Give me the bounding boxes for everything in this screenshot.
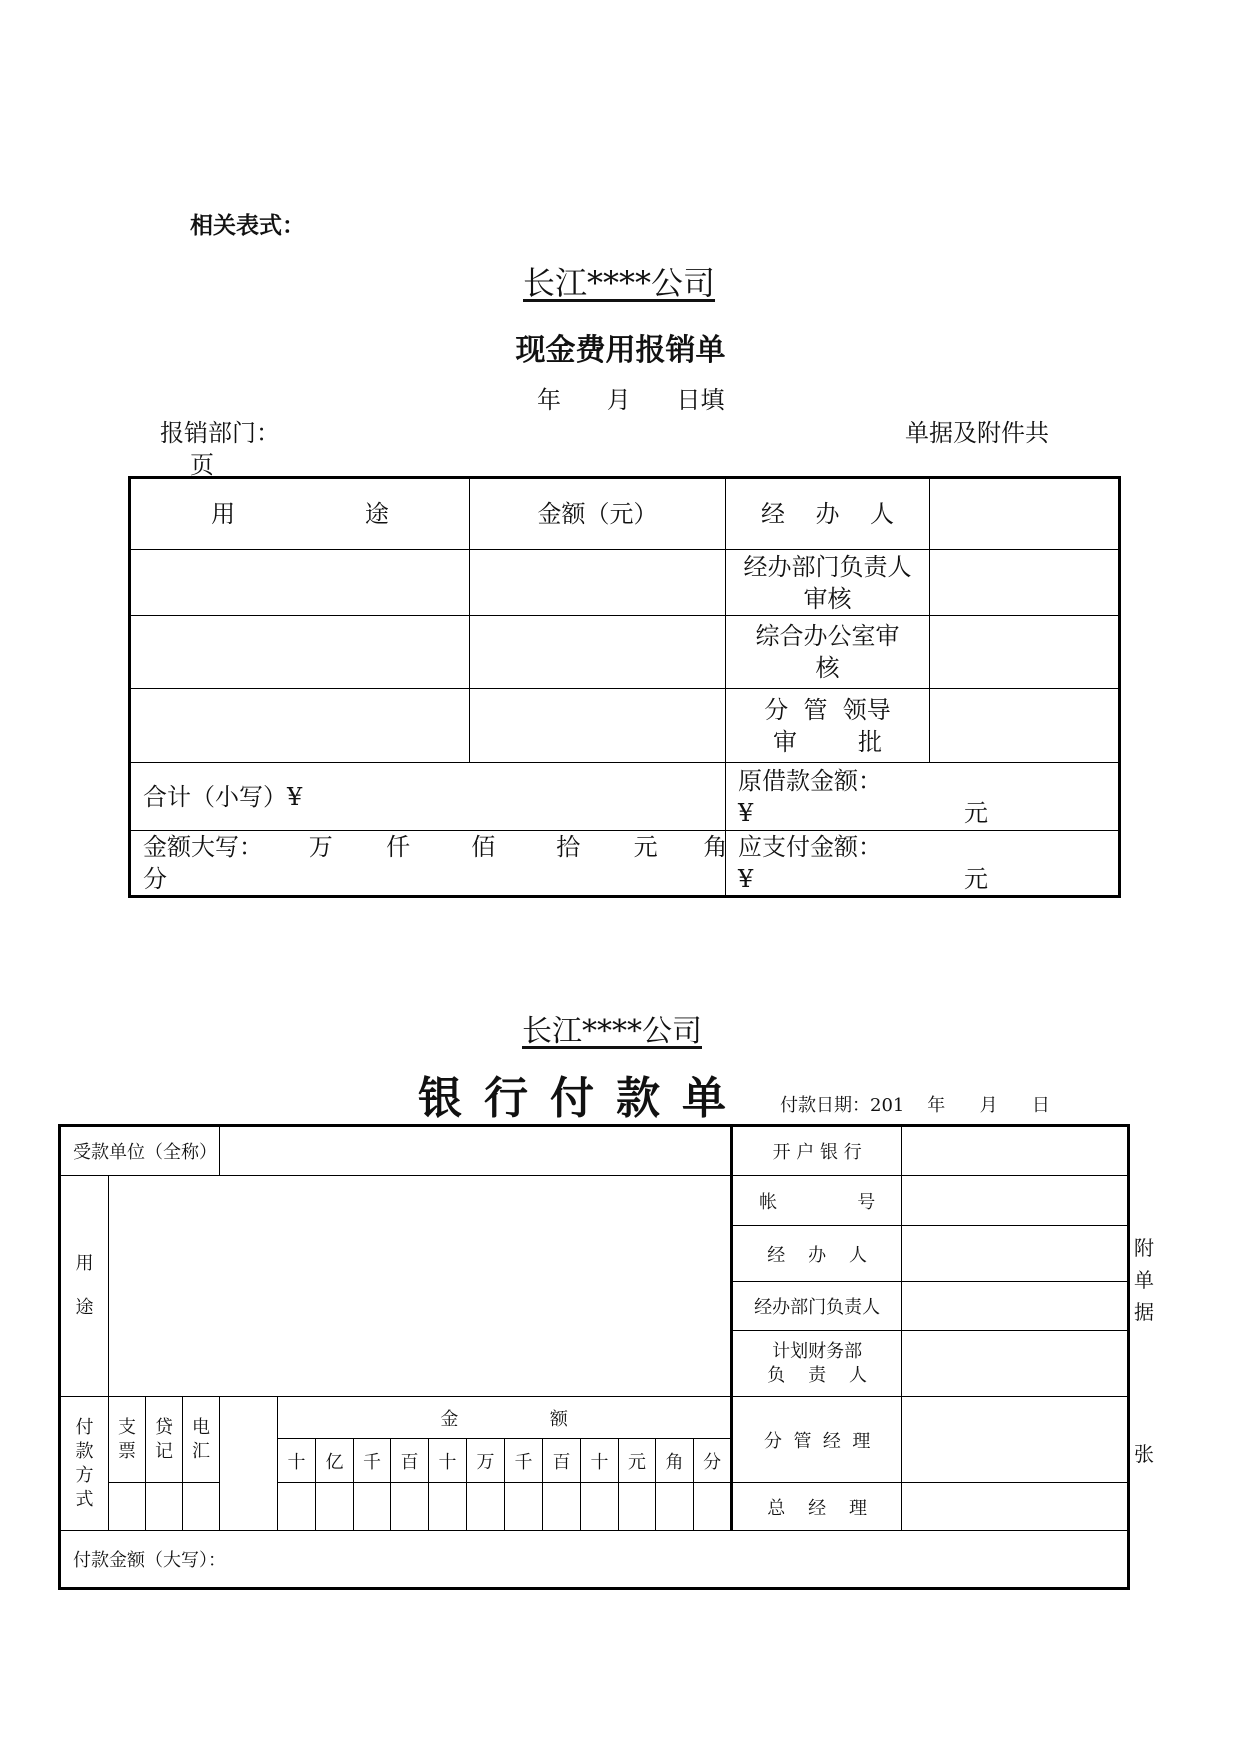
related-forms-label: 相关表式： bbox=[190, 212, 305, 239]
credit-char-1: 贷 bbox=[155, 1416, 173, 1438]
account-value[interactable] bbox=[902, 1176, 1129, 1226]
header-use: 用 途 bbox=[130, 478, 470, 550]
cheque-check[interactable] bbox=[109, 1483, 146, 1531]
digit-cell[interactable] bbox=[316, 1483, 354, 1531]
digit-cell[interactable] bbox=[694, 1483, 732, 1531]
use-row-2[interactable] bbox=[130, 616, 470, 689]
use-label bbox=[60, 1176, 109, 1397]
digit-cell[interactable] bbox=[581, 1483, 619, 1531]
dept-head-value-2[interactable] bbox=[902, 1282, 1129, 1331]
side-char-2: 单 bbox=[1134, 1268, 1154, 1292]
bank-payment-title: 银行付款单 bbox=[418, 1073, 748, 1124]
pages-label: 页 bbox=[190, 451, 214, 479]
amount-header: 金 额 bbox=[278, 1397, 732, 1439]
gm-value[interactable] bbox=[902, 1483, 1129, 1531]
dept-head-line1: 经办部门负责人 bbox=[743, 552, 912, 581]
capital-fen: 分 bbox=[143, 865, 167, 893]
bank-label: 开 户 银 行 bbox=[732, 1126, 902, 1176]
sheets-unit: 张 bbox=[1134, 1442, 1154, 1466]
digit-cell[interactable] bbox=[619, 1483, 656, 1531]
digit-unit: 千 bbox=[354, 1439, 391, 1483]
digit-unit: 十 bbox=[278, 1439, 316, 1483]
capital-amount-label: 金额大写： 万 仟 佰 拾 元 角 bbox=[143, 833, 728, 861]
method-credit bbox=[146, 1397, 183, 1483]
method-char-1: 付 bbox=[75, 1416, 94, 1438]
digit-cell[interactable] bbox=[656, 1483, 694, 1531]
attachments-label: 单据及附件共 bbox=[905, 419, 1049, 447]
method-char-2: 款 bbox=[75, 1440, 94, 1462]
digit-cell[interactable] bbox=[354, 1483, 391, 1531]
digit-unit: 百 bbox=[543, 1439, 581, 1483]
company-name-1: 长江****公司 bbox=[523, 264, 716, 302]
yuan-sign: ¥ bbox=[738, 798, 754, 827]
method-cheque bbox=[109, 1397, 146, 1483]
subtotal-label: 合计（小写）¥ bbox=[143, 782, 303, 811]
dept-head-line2: 审核 bbox=[803, 584, 852, 613]
manager-label: 分 管 经 理 bbox=[732, 1397, 902, 1483]
manager-value[interactable] bbox=[902, 1397, 1129, 1483]
handler-value-2[interactable] bbox=[902, 1226, 1129, 1282]
dept-head-review-value[interactable] bbox=[930, 550, 1120, 616]
use-char-1: 用 bbox=[75, 1253, 94, 1274]
use-value[interactable] bbox=[109, 1176, 732, 1397]
amount-row-1[interactable] bbox=[470, 550, 726, 616]
digit-unit: 十 bbox=[581, 1439, 619, 1483]
digit-cell[interactable] bbox=[467, 1483, 505, 1531]
office-review-label bbox=[726, 616, 930, 689]
amount-row-2[interactable] bbox=[470, 616, 726, 689]
wire-char-2: 汇 bbox=[192, 1440, 210, 1462]
digit-unit: 角 bbox=[656, 1439, 694, 1483]
amount-row-3[interactable] bbox=[470, 689, 726, 763]
digit-unit: 十 bbox=[429, 1439, 467, 1483]
attached-docs-note bbox=[1132, 1232, 1156, 1328]
finance-line2: 负 责 人 bbox=[767, 1364, 868, 1386]
digit-unit: 万 bbox=[467, 1439, 505, 1483]
bank-value[interactable] bbox=[902, 1126, 1129, 1176]
leader-approval-value[interactable] bbox=[930, 689, 1120, 763]
payment-capital-label: 付款金额（大写）： bbox=[73, 1550, 226, 1571]
orig-loan-label: 原借款金额： bbox=[738, 766, 882, 795]
digit-unit: 分 bbox=[694, 1439, 732, 1483]
payment-capital-cell[interactable] bbox=[60, 1531, 1129, 1589]
payable-label: 应支付金额： bbox=[738, 833, 882, 861]
office-line1: 综合办公室审 bbox=[755, 622, 900, 650]
company-name-2: 长江****公司 bbox=[522, 1014, 702, 1049]
digit-cell[interactable] bbox=[505, 1483, 543, 1531]
office-line2: 核 bbox=[815, 654, 840, 682]
dept-head-review-label bbox=[726, 550, 930, 616]
method-label bbox=[60, 1397, 109, 1531]
wire-check[interactable] bbox=[183, 1483, 220, 1531]
handler-value[interactable] bbox=[930, 478, 1120, 550]
fill-date-line: 年 月 日填 bbox=[537, 386, 725, 414]
cash-expense-table bbox=[128, 476, 1121, 898]
cash-expense-title: 现金费用报销单 bbox=[515, 333, 726, 368]
credit-check[interactable] bbox=[146, 1483, 183, 1531]
digit-cell[interactable] bbox=[543, 1483, 581, 1531]
method-extra-cell[interactable] bbox=[220, 1397, 278, 1531]
yuan-sign: ¥ bbox=[738, 865, 754, 893]
use-char-2: 途 bbox=[75, 1297, 94, 1318]
yuan-unit: 元 bbox=[964, 865, 988, 893]
leader-approval-label bbox=[726, 689, 930, 763]
digit-unit: 元 bbox=[619, 1439, 656, 1483]
leader-line2: 审 批 bbox=[772, 727, 883, 756]
gm-label: 总 经 理 bbox=[732, 1483, 902, 1531]
method-wire bbox=[183, 1397, 220, 1483]
finance-line1: 计划财务部 bbox=[772, 1340, 863, 1362]
credit-char-2: 记 bbox=[155, 1440, 173, 1462]
handler-label-2: 经 办 人 bbox=[732, 1226, 902, 1282]
account-label: 帐 号 bbox=[732, 1176, 902, 1226]
bank-payment-table bbox=[58, 1124, 1130, 1590]
digit-unit: 千 bbox=[505, 1439, 543, 1483]
use-row-3[interactable] bbox=[130, 689, 470, 763]
method-char-3: 方 bbox=[75, 1464, 94, 1486]
dept-head-label-2: 经办部门负责人 bbox=[732, 1282, 902, 1331]
header-amount: 金额（元） bbox=[470, 478, 726, 550]
leader-line1: 分 管 领导 bbox=[764, 695, 891, 724]
payable-cell[interactable] bbox=[726, 831, 1120, 897]
method-char-4: 式 bbox=[75, 1488, 94, 1510]
digit-cell[interactable] bbox=[391, 1483, 429, 1531]
side-char-1: 附 bbox=[1134, 1236, 1154, 1260]
orig-loan-cell[interactable] bbox=[726, 763, 1120, 831]
side-char-3: 据 bbox=[1134, 1300, 1154, 1324]
payment-date-line: 付款日期：201 年 月 日 bbox=[780, 1095, 1050, 1116]
digit-unit: 百 bbox=[391, 1439, 429, 1483]
digit-cell[interactable] bbox=[429, 1483, 467, 1531]
subtotal-cell[interactable] bbox=[130, 763, 726, 831]
capital-amount-cell[interactable] bbox=[130, 831, 726, 897]
digit-cell[interactable] bbox=[278, 1483, 316, 1531]
handler-label: 经 办 人 bbox=[726, 478, 930, 550]
cheque-char-1: 支 bbox=[118, 1416, 136, 1438]
digit-unit: 亿 bbox=[316, 1439, 354, 1483]
finance-head-value[interactable] bbox=[902, 1331, 1129, 1397]
office-review-value[interactable] bbox=[930, 616, 1120, 689]
use-row-1[interactable] bbox=[130, 550, 470, 616]
payee-label: 受款单位（全称） bbox=[60, 1126, 220, 1176]
yuan-unit: 元 bbox=[964, 798, 988, 827]
dept-label: 报销部门： bbox=[160, 419, 280, 447]
payee-value[interactable] bbox=[220, 1126, 732, 1176]
wire-char-1: 电 bbox=[192, 1416, 210, 1438]
cheque-char-2: 票 bbox=[118, 1440, 136, 1462]
finance-head-label bbox=[732, 1331, 902, 1397]
